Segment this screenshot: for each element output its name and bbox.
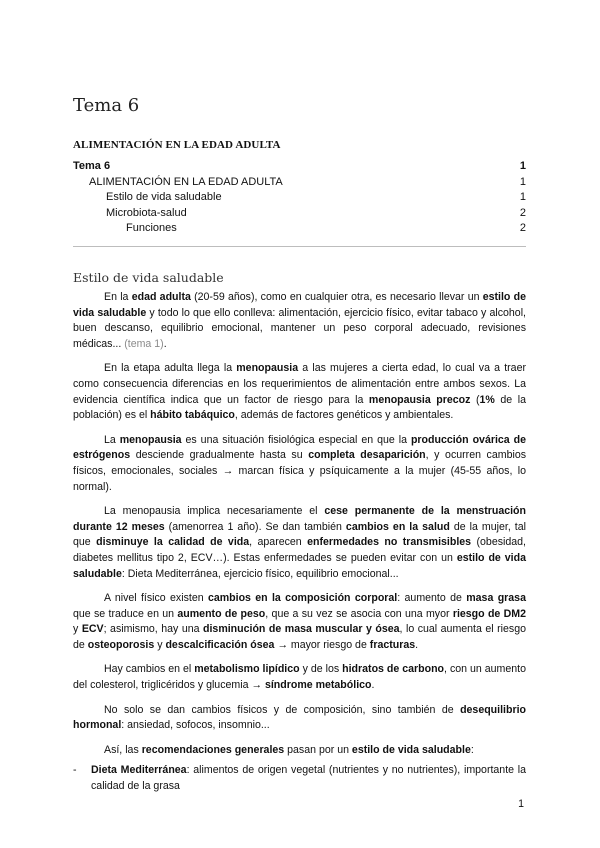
- text-run: de la mujer, tal que: [73, 520, 526, 549]
- text-run: (20-59 años), como en cualquier otra, es necesario llevar un: [190, 291, 483, 303]
- text-run: : aumento de: [397, 592, 467, 605]
- paragraph: [73, 433, 526, 495]
- section-body: [73, 290, 526, 795]
- bold-term: completa desaparición: [308, 449, 426, 462]
- toc-divider: [73, 246, 526, 247]
- bold-term: aumento de peso: [177, 607, 266, 620]
- text-run: A nivel físico existen: [104, 592, 208, 605]
- toc-entry-page: 1: [519, 160, 526, 172]
- bold-term: menopausia precoz: [368, 393, 471, 406]
- bold-term: síndrome metabólico: [264, 679, 372, 692]
- paragraph: [73, 703, 526, 734]
- toc-entry-page: 2: [519, 206, 526, 219]
- bold-term: menopausia: [236, 362, 299, 375]
- bold-term: cese permanente de la menstruación durante 12 meses: [73, 505, 526, 533]
- bold-term: metabolismo lipídico: [194, 663, 300, 676]
- bold-term: cambios en la salud: [345, 520, 450, 533]
- text-run: La: [104, 433, 120, 446]
- text-run: En la etapa adulta llega la: [104, 362, 237, 375]
- chapter-heading: Tema 6: [73, 95, 140, 116]
- bold-term: fracturas: [369, 638, 416, 651]
- text-run: desciende gradualmente hasta su: [130, 449, 309, 462]
- text-run: y: [73, 623, 82, 636]
- text-run: , además de factores genéticos y ambientales.: [234, 409, 454, 422]
- bold-term: cambios en la composición corporal: [207, 592, 398, 605]
- toc-entry-page: 1: [519, 175, 526, 188]
- text-run: La menopausia implica necesariamente el: [104, 505, 325, 518]
- bold-term: producción ovárica de estrógenos: [73, 433, 527, 462]
- toc-entry[interactable]: [73, 206, 526, 222]
- table-of-contents: [73, 159, 526, 237]
- text-run: .: [371, 679, 375, 692]
- bold-term: desequilibrio hormonal: [73, 703, 526, 732]
- bold-term: estilo de vida saludable: [73, 291, 526, 319]
- toc-entry-label: Funciones: [126, 222, 177, 234]
- bold-term: riesgo de DM2: [452, 607, 526, 620]
- text-run: :: [470, 743, 474, 756]
- text-run: de la población) es el: [73, 393, 526, 422]
- text-run: : Dieta Mediterránea, ejercicio físico, equilibrio emocional...: [121, 567, 399, 580]
- paragraph: [73, 361, 526, 423]
- text-run: Hay cambios en el: [104, 663, 195, 676]
- toc-entry-page: 2: [519, 222, 526, 234]
- bold-term: disminuye la calidad de vida: [96, 536, 250, 549]
- text-run: que se traduce en un: [73, 607, 178, 620]
- text-run: ; asimismo, hay una: [103, 623, 204, 636]
- bold-term: 1%: [479, 393, 495, 406]
- text-run: (amenorrea 1 año). Se dan también: [164, 520, 346, 533]
- toc-entry[interactable]: [73, 175, 526, 191]
- text-run: y todo lo que ello conlleva: alimentación, ejercicio físico, evitar tabaco y alcohol, buen descanso, equilibrio emocional, mantener un peso corporal adecuado, revisiones médicas...: [73, 306, 526, 350]
- text-run: y de los: [299, 663, 343, 676]
- text-run: , y ocurren cambios físicos, emocionales, sociales → marcan física y psíquicamente a la mujer (45-55 años, lo normal).: [73, 449, 527, 493]
- toc-entry[interactable]: [73, 190, 526, 206]
- bold-term: estilo de vida saludable: [73, 551, 526, 580]
- text-run: , que a su vez se asocia con una myor: [265, 607, 453, 620]
- text-run: Así, las: [104, 743, 142, 756]
- toc-entry-label: Estilo de vida saludable: [106, 191, 222, 203]
- paragraph: [73, 662, 526, 693]
- bold-term: Dieta Mediterránea: [91, 764, 187, 777]
- text-run: .: [163, 337, 167, 350]
- text-run: : ansiedad, sofocos, insomnio...: [121, 719, 270, 732]
- bold-term: edad adulta: [131, 291, 191, 303]
- chapter-subtitle: ALIMENTACIÓN EN LA EDAD ADULTA: [73, 139, 281, 151]
- section-heading: Estilo de vida saludable: [73, 270, 224, 285]
- text-run: , aparecen: [249, 536, 308, 549]
- bold-term: hidratos de carbono: [342, 663, 445, 676]
- text-run: , lo cual aumenta el riesgo de: [73, 623, 526, 651]
- bold-term: osteoporosis: [87, 638, 155, 651]
- toc-entry-page: 1: [519, 191, 526, 203]
- toc-entry-label: ALIMENTACIÓN EN LA EDAD ADULTA: [89, 175, 283, 188]
- toc-entry-label: Microbiota-salud: [106, 206, 187, 219]
- recommendation-list: [73, 763, 526, 794]
- dash-bullet: -: [73, 764, 77, 777]
- text-run: .: [415, 638, 419, 651]
- text-run: (obesidad, diabetes mellitus tipo 2, ECV…). Estas enfermedades se pueden evitar con un: [73, 536, 526, 564]
- list-item: [73, 763, 526, 794]
- page-number: 1: [518, 798, 524, 810]
- bold-term: enfermedades no transmisibles: [307, 536, 472, 549]
- bold-term: recomendaciones generales: [141, 743, 285, 756]
- text-run: , con un aumento del colesterol, triglicéridos y glucemia →: [73, 663, 526, 692]
- toc-entry-label: Tema 6: [73, 160, 111, 172]
- text-run: → mayor riesgo de: [274, 638, 370, 651]
- bold-term: hábito tabáquico: [150, 409, 235, 422]
- text-run: No solo se dan cambios físicos y de composición, sino también de: [104, 703, 461, 716]
- bold-term: masa grasa: [466, 592, 526, 605]
- paragraph: [73, 743, 526, 759]
- bold-term: estilo de vida saludable: [351, 743, 471, 756]
- bold-term: menopausia: [119, 433, 182, 446]
- text-run: es una situación fisiológica especial en que la: [181, 433, 411, 446]
- paragraph: [73, 504, 526, 582]
- text-run: (: [470, 393, 480, 406]
- paragraph: [73, 591, 526, 653]
- paragraph: [73, 290, 526, 352]
- toc-entry[interactable]: [73, 221, 526, 237]
- cross-reference-link[interactable]: (tema 1): [124, 337, 164, 350]
- bold-term: disminución de masa muscular y ósea: [203, 623, 400, 636]
- text-run: y: [154, 638, 166, 651]
- toc-entry[interactable]: [73, 159, 526, 175]
- text-run: a las mujeres a cierta edad, lo cual va a traer como consecuencia diferencias en los requerimientos de alimentación entre ambos sexos. La evidencia científica indica que un factor de riesgo para la: [73, 362, 526, 406]
- bold-term: descalcificación ósea: [165, 638, 275, 651]
- text-run: : alimentos de origen vegetal (nutrientes y no nutrientes), importante la calidad de la grasa: [91, 764, 527, 793]
- bold-term: ECV: [81, 623, 104, 636]
- text-run: pasan por un: [284, 743, 352, 756]
- text-run: En la: [104, 291, 132, 303]
